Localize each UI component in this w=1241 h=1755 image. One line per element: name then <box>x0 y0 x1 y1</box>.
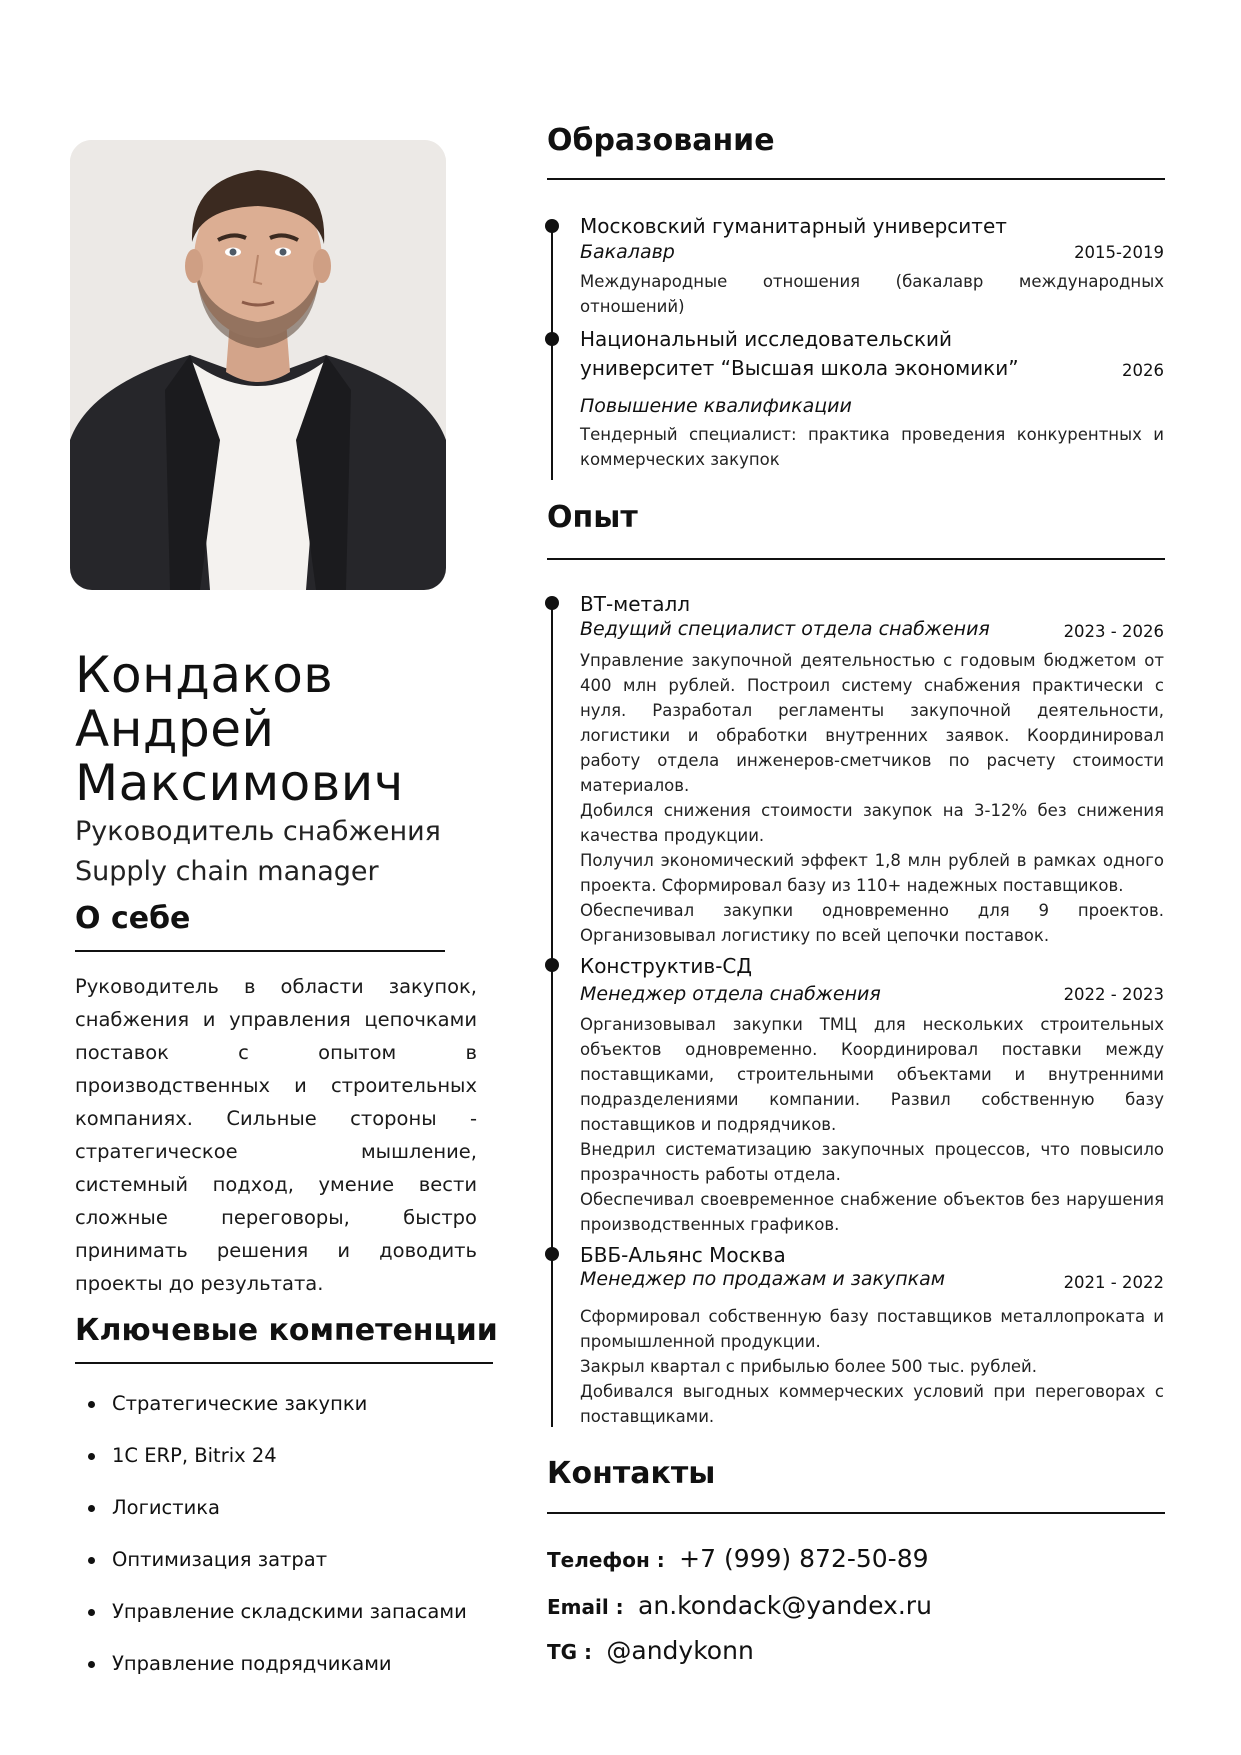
education-institution: Московский гуманитарный университет <box>580 214 1007 238</box>
experience-paragraph: Обеспечивал закупки одновременно для 9 проектов. Организовывал логистику по всей цепочки поставок. <box>580 901 1164 945</box>
experience-paragraph: Закрыл квартал с прибылью более 500 тыс. рублей. <box>580 1357 1038 1376</box>
name-line-patronymic: Максимович <box>75 754 404 812</box>
experience-paragraph: Сформировал собственную базу поставщиков металлопроката и промышленной продукции. <box>580 1307 1164 1351</box>
contacts-title: Контакты <box>547 1456 716 1491</box>
experience-paragraph: Добивался выгодных коммерческих условий при переговорах с поставщиками. <box>580 1382 1164 1426</box>
experience-paragraph: Внедрил систематизацию закупочных процессов, что повысило прозрачность работы отдела. <box>580 1140 1164 1184</box>
skills-title: Ключевые компетенции <box>75 1313 498 1348</box>
timeline-dot <box>545 332 559 346</box>
contacts-divider <box>547 1512 1165 1514</box>
experience-divider <box>547 558 1165 560</box>
phone-label: Телефон : <box>547 1548 665 1572</box>
experience-paragraph: Обеспечивал своевременное снабжение объектов без нарушения производственных графиков. <box>580 1190 1164 1234</box>
name-line-surname: Кондаков <box>75 646 334 704</box>
experience-position: Менеджер по продажам и закупкам <box>580 1268 946 1290</box>
skills-divider <box>75 1362 493 1364</box>
email-link[interactable]: an.kondack@yandex.ru <box>638 1591 932 1620</box>
experience-paragraph: Управление закупочной деятельностью с годовым бюджетом от 400 млн рублей. Построил систему снабжения практически с нуля. Разработал регламенты закупочной деятельности, логистики и обработки внутренних заявок. Координировал работу отдела инженеров-сметчиков по расчету стоимости материалов. <box>580 651 1164 795</box>
experience-paragraph: Добился снижения стоимости закупок на 3-12% без снижения качества продукции. <box>580 801 1164 845</box>
education-description: Тендерный специалист: практика проведения конкурентных и коммерческих закупок <box>580 425 1164 469</box>
role-ru: Руководитель снабжения <box>75 816 441 847</box>
experience-dates: 2021 - 2022 <box>1063 1273 1164 1292</box>
contact-tg-row <box>547 1634 754 1669</box>
email-label: Email : <box>547 1595 624 1619</box>
education-dates: 2015-2019 <box>1074 243 1164 262</box>
experience-company: ВТ-металл <box>580 592 691 616</box>
education-degree: Бакалавр <box>580 241 675 263</box>
experience-paragraph: Получил экономический эффект 1,8 млн рублей в рамках одного проекта. Сформировал базу из 110+ надежных поставщиков. <box>580 851 1164 895</box>
experience-description <box>580 1012 1164 1237</box>
timeline-dot <box>545 958 559 972</box>
experience-title: Опыт <box>547 500 638 535</box>
profile-photo <box>70 140 446 590</box>
skill-item: 1С ERP, Bitrix 24 <box>80 1442 520 1494</box>
experience-position: Менеджер отдела снабжения <box>580 983 881 1005</box>
education-divider <box>547 178 1165 180</box>
role-en: Supply chain manager <box>75 856 379 887</box>
tg-label: TG : <box>547 1640 593 1664</box>
name-line-firstname: Андрей <box>75 700 275 758</box>
education-institution-line1: Национальный исследовательский <box>580 327 953 351</box>
education-degree: Повышение квалификации <box>580 395 852 417</box>
about-text: Руководитель в области закупок, снабжения и управления цепочками поставок с опытом в производственных и строительных компаниях. Сильные стороны - стратегическое мышление, системный подход, умение вести сложные переговоры, быстро принимать решения и доводить проекты до результата. <box>75 975 477 1295</box>
experience-company: БВБ-Альянс Москва <box>580 1243 786 1267</box>
about-divider <box>75 950 445 952</box>
timeline-dot <box>545 1247 559 1261</box>
education-institution-line2: университет “Высшая школа экономики” <box>580 356 1019 380</box>
experience-company: Конструктив-СД <box>580 954 753 978</box>
contact-email-row <box>547 1589 932 1624</box>
education-timeline <box>551 225 553 480</box>
skills-list <box>80 1390 520 1702</box>
education-dates: 2026 <box>1122 361 1164 380</box>
experience-description <box>580 1304 1164 1429</box>
timeline-dot <box>545 219 559 233</box>
candidate-name <box>75 648 495 810</box>
skill-item: Оптимизация затрат <box>80 1546 520 1598</box>
experience-dates: 2022 - 2023 <box>1063 985 1164 1004</box>
experience-paragraph: Организовывал закупки ТМЦ для нескольких строительных объектов одновременно. Координировал поставки между поставщиками, строительными объектами и внутренними подразделениями компании. Развил собственную базу поставщиков и подрядчиков. <box>580 1015 1164 1134</box>
about-title: О себе <box>75 901 191 936</box>
skill-item: Логистика <box>80 1494 520 1546</box>
contact-phone-row <box>547 1542 929 1577</box>
experience-description <box>580 648 1164 948</box>
experience-timeline <box>551 602 553 1427</box>
experience-dates: 2023 - 2026 <box>1063 622 1164 641</box>
skill-item: Управление складскими запасами <box>80 1598 520 1650</box>
phone-value[interactable]: +7 (999) 872-50-89 <box>679 1544 929 1573</box>
education-title: Образование <box>547 123 775 158</box>
experience-position: Ведущий специалист отдела снабжения <box>580 618 990 640</box>
skill-item: Управление подрядчиками <box>80 1650 520 1702</box>
timeline-dot <box>545 596 559 610</box>
tg-link[interactable]: @andykonn <box>606 1636 754 1665</box>
skill-item: Стратегические закупки <box>80 1390 520 1442</box>
education-description: Международные отношения (бакалавр международных отношений) <box>580 272 1164 316</box>
